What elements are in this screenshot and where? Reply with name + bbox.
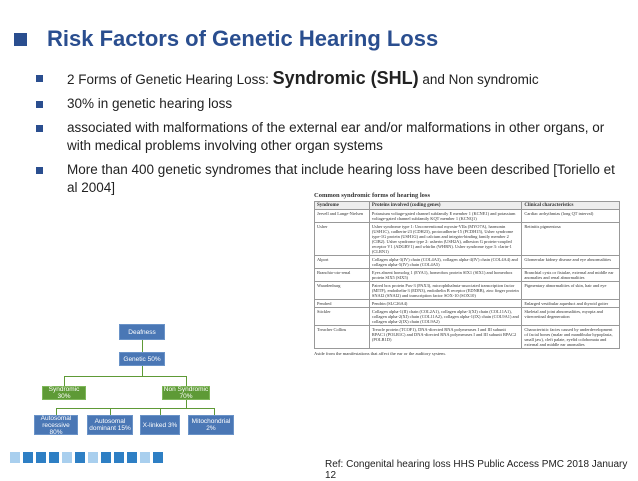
bullet-item (36, 119, 626, 155)
tree-node-deafness: Deafness (119, 324, 165, 340)
bullet-text: 30% in genetic hearing loss (67, 96, 233, 111)
tree-node-non-syndromic: Non Syndromic 70% (163, 386, 209, 400)
table-row: Alport Collagen alpha-3(IV) chain (COL4A3), collagen alpha-4(IV) chain (COL4A4) and collagen alpha-5(IV) chain (COL4A5) Glomerular kidney disease and eye abnormalities (315, 256, 620, 269)
tree-leaf: Mitochondrial 2% (188, 415, 234, 435)
tree-node-syndromic: Syndromic 30% (42, 386, 86, 400)
syndromic-emphasis: Syndromic (SHL) (272, 68, 419, 88)
title-bullet-icon (14, 33, 27, 46)
square-bullet-icon (36, 101, 43, 108)
table-footnote: Aside from the manifestations that affect the ear or the auditory system. (314, 351, 446, 356)
table-row: Treacher Collins Treacle protein (TCOF1), DNA-directed RNA polymerases I and III subunit RPAC1 (POLR1C) and DNA-directed RNA polymerases I and III subunit RPAC2 (POLR1D) Characteristic facies caused by underdevelopment of facial bones (malar and mandibular hypoplasia, small jaw), cleft palate, eyelid colobomata and external and middle ear anomalies (315, 326, 620, 349)
table-header: Clinical characteristics (522, 202, 620, 210)
table-row: Branchio-oto-renal Eyes absent homolog 1 (EYA1), homeobox protein SIX1 (SIX1) and homeobox protein SIX5 (SIX5) Branchial cysts or fistulae, external and middle ear anomalies and renal abnormalities (315, 269, 620, 282)
tree-leaf: X-linked 3% (140, 415, 180, 435)
table-header: Syndrome (315, 202, 370, 210)
bullet-item (36, 69, 626, 89)
table-row: Waardenburg Paired box protein Pax-3 (PAX3), microphthalmia-associated transcription factor (MITF), endothelin-3 (EDN3), endothelin B receptor (EDNRB), zinc finger protein SNAI2 (SNAI2) and transcription factor SOX-10 (SOX10) Pigmentary abnormalities of skin, hair and eye (315, 282, 620, 300)
table-caption: Common syndromic forms of hearing loss (314, 192, 430, 199)
table-row: Stickler Collagen alpha-1(II) chain (COL2A1), collagen alpha-1(XI) chain (COL11A1), collagen alpha-2(XI) chain (COL11A2), collagen alpha-1(IX) chain (COL9A1) and collagen alpha-2(IX) chain (COL9A2) Skeletal and joint abnormalities, myopia and vitreoretinal degeneration (315, 308, 620, 326)
square-bullet-icon (36, 75, 43, 82)
bullet-list (36, 69, 626, 203)
tree-leaf: Autosomal dominant 15% (87, 415, 133, 435)
slide-title: Risk Factors of Genetic Hearing Loss (47, 26, 439, 51)
bullet-text: associated with malformations of the external ear and/or malformations in other organs, or with medical problems involving other organ systems (67, 120, 605, 153)
table-row: Jervell and Lange-Nielsen Potassium voltage-gated channel subfamily E member 1 (KCNE1) and potassium voltage-gated channel subfamily KQT member 1 (KCNQ1) Cardiac arrhythmias (long QT interval) (315, 210, 620, 223)
hearing-loss-tree-diagram (34, 318, 234, 448)
bullet-item (36, 95, 626, 113)
table-row: Pendred Pendrin (SLC26A4) Enlarged vestibular aqueduct and thyroid goiter (315, 300, 620, 308)
syndromes-table-figure (314, 192, 620, 450)
bullet-text: More than 400 genetic syndromes that include hearing loss have been described [Toriello et al 2004] (67, 162, 615, 195)
table-row: Usher Usher syndrome type 1: Unconventional myosin-VIIa (MYO7A), harmonin (USH1C), cadherin-23 (CDH23), protocadherin-15 (PCDH15), Usher syndrome type-1G protein (USH1G) and calcium and integrin-binding family member 2 (CIB2). Usher syndrome type 2: usherin (USH2A), adhesion G protein-coupled receptor V1 (ADGRV1) and whirlin (WHRN). Usher syndrome type 3: clarin-1 (CLRN1) Retinitis pigmentosa (315, 223, 620, 256)
table-header: Proteins involved (coding genes) (369, 202, 522, 210)
reference-text: Ref: Congenital hearing loss HHS Public Access PMC 2018 January 12 (325, 459, 628, 481)
bullet-text: 2 Forms of Genetic Hearing Loss: Syndromic (SHL) and Non syndromic (67, 68, 539, 88)
tree-leaf: Autosomal recessive 80% (34, 415, 78, 435)
syndromes-table (314, 201, 620, 349)
title-row (14, 26, 438, 52)
tree-node-genetic: Genetic 50% (119, 352, 165, 366)
square-bullet-icon (36, 125, 43, 132)
decorative-blocks (10, 452, 166, 463)
square-bullet-icon (36, 167, 43, 174)
